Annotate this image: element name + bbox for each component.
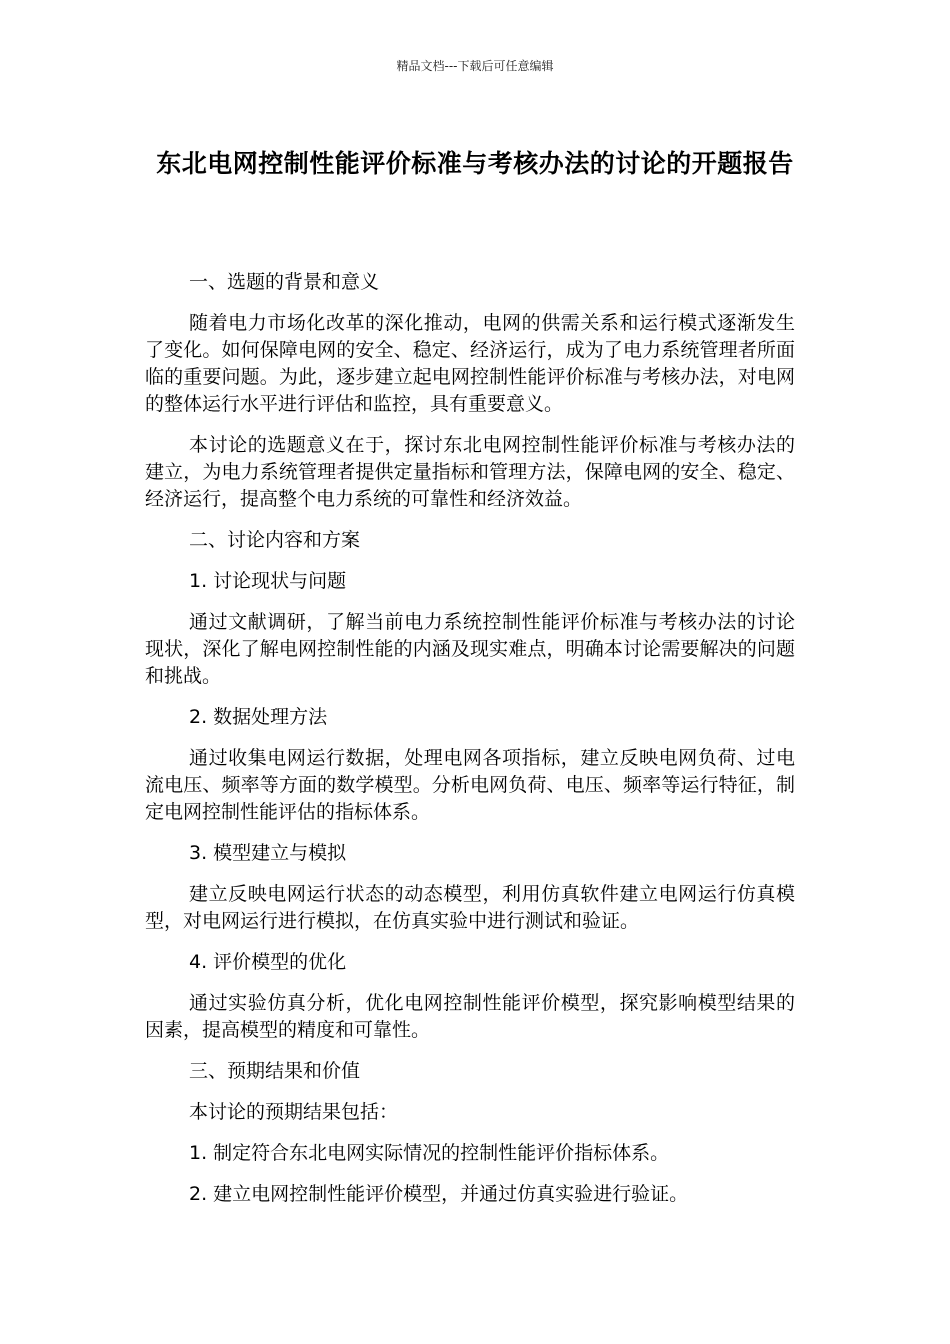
- section-heading-background: 一、选题的背景和意义: [189, 271, 380, 293]
- document-title: 东北电网控制性能评价标准与考核办法的讨论的开题报告: [156, 149, 794, 178]
- section-heading-results: 三、预期结果和价值: [189, 1060, 361, 1082]
- subheading-optimization: 4. 评价模型的优化: [189, 951, 347, 973]
- section-heading-content: 二、讨论内容和方案: [189, 529, 361, 551]
- paragraph-optimization: 通过实验仿真分析，优化电网控制性能评价模型，探究影响模型结果的因素，提高模型的精度和可靠性。: [145, 992, 795, 1041]
- paragraph-modeling: 建立反映电网运行状态的动态模型，利用仿真软件建立电网运行仿真模型，对电网运行进行模拟，在仿真实验中进行测试和验证。: [145, 883, 795, 932]
- paragraph-background-1: 随着电力市场化改革的深化推动，电网的供需关系和运行模式逐渐发生了变化。如何保障电网的安全、稳定、经济运行，成为了电力系统管理者所面临的重要问题。为此，逐步建立起电网控制性能评价标准与考核办法，对电网的整体运行水平进行评估和监控，具有重要意义。: [145, 312, 795, 415]
- results-intro: 本讨论的预期结果包括：: [189, 1101, 399, 1123]
- paragraph-status: 通过文献调研，了解当前电力系统控制性能评价标准与考核办法的讨论现状，深化了解电网控制性能的内涵及现实难点，明确本讨论需要解决的问题和挑战。: [145, 611, 795, 687]
- subheading-status: 1. 讨论现状与问题: [189, 570, 347, 592]
- subheading-modeling: 3. 模型建立与模拟: [189, 842, 347, 864]
- header-note: 精品文档---下载后可任意编辑: [396, 59, 554, 73]
- paragraph-background-2: 本讨论的选题意义在于，探讨东北电网控制性能评价标准与考核办法的建立，为电力系统管理者提供定量指标和管理方法，保障电网的安全、稳定、经济运行，提高整个电力系统的可靠性和经济效益。: [145, 434, 795, 510]
- paragraph-data-processing: 通过收集电网运行数据，处理电网各项指标，建立反映电网负荷、过电流电压、频率等方面的数学模型。分析电网负荷、电压、频率等运行特征，制定电网控制性能评估的指标体系。: [145, 747, 795, 823]
- subheading-data-processing: 2. 数据处理方法: [189, 706, 328, 728]
- results-item-1: 1. 制定符合东北电网实际情况的控制性能评价指标体系。: [189, 1142, 670, 1164]
- document-body: [145, 269, 795, 1222]
- results-item-2: 2. 建立电网控制性能评价模型，并通过仿真实验进行验证。: [189, 1183, 689, 1205]
